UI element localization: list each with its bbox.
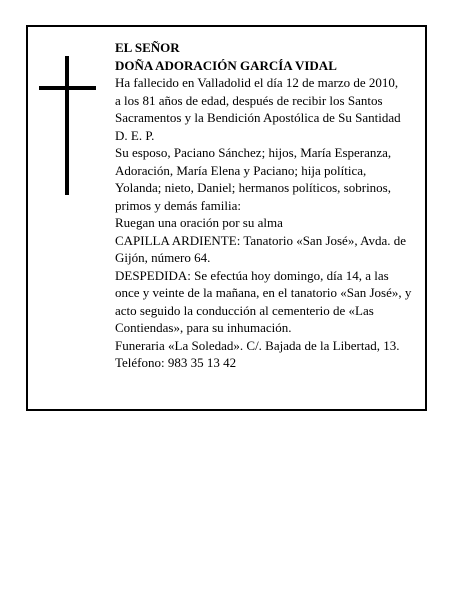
obituary-line: Funeraria «La Soledad». C/. Bajada de la Libertad, 13. <box>115 337 400 353</box>
obituary-line: Ruegan una oración por su alma <box>115 215 283 230</box>
latin-cross-icon-bar <box>39 86 96 90</box>
obituary-line: Yolanda; nieto, Daniel; hermanos políticos, sobrinos, <box>115 180 391 195</box>
obituary-line: Sacramentos y la Bendición Apostólica de Su Santidad <box>115 110 401 125</box>
obituary-heading-title: EL SEÑOR <box>115 40 180 55</box>
obituary-line: CAPILLA ARDIENTE: Tanatorio «San José», Avda. de <box>115 232 407 248</box>
obituary-line: once y veinte de la mañana, en el tanatorio «San José», y <box>115 285 412 300</box>
latin-cross-icon <box>65 56 69 195</box>
obituary-text <box>115 39 431 372</box>
obituary-line: Adoración, María Elena y Paciano; hija política, <box>115 162 367 178</box>
obituary-deceased-name: DOÑA ADORACIÓN GARCÍA VIDAL <box>115 57 337 73</box>
obituary-line: Contiendas», para su inhumación. <box>115 320 292 335</box>
obituary-line: Gijón, número 64. <box>115 250 211 265</box>
obituary-line: Su esposo, Paciano Sánchez; hijos, María Esperanza, <box>115 145 392 160</box>
obituary-line: Ha fallecido en Valladolid el día 12 de marzo de 2010, <box>115 75 399 90</box>
obituary-line: Teléfono: 983 35 13 42 <box>115 355 237 370</box>
obituary-line: primos y demás familia: <box>115 197 242 213</box>
obituary-line: a los 81 años de edad, después de recibir los Santos <box>115 92 383 108</box>
obituary-line: D. E. P. <box>115 127 155 143</box>
obituary-line: DESPEDIDA: Se efectúa hoy domingo, día 14, a las <box>115 267 389 283</box>
obituary-line: acto seguido la conducción al cementerio de «Las <box>115 302 374 318</box>
